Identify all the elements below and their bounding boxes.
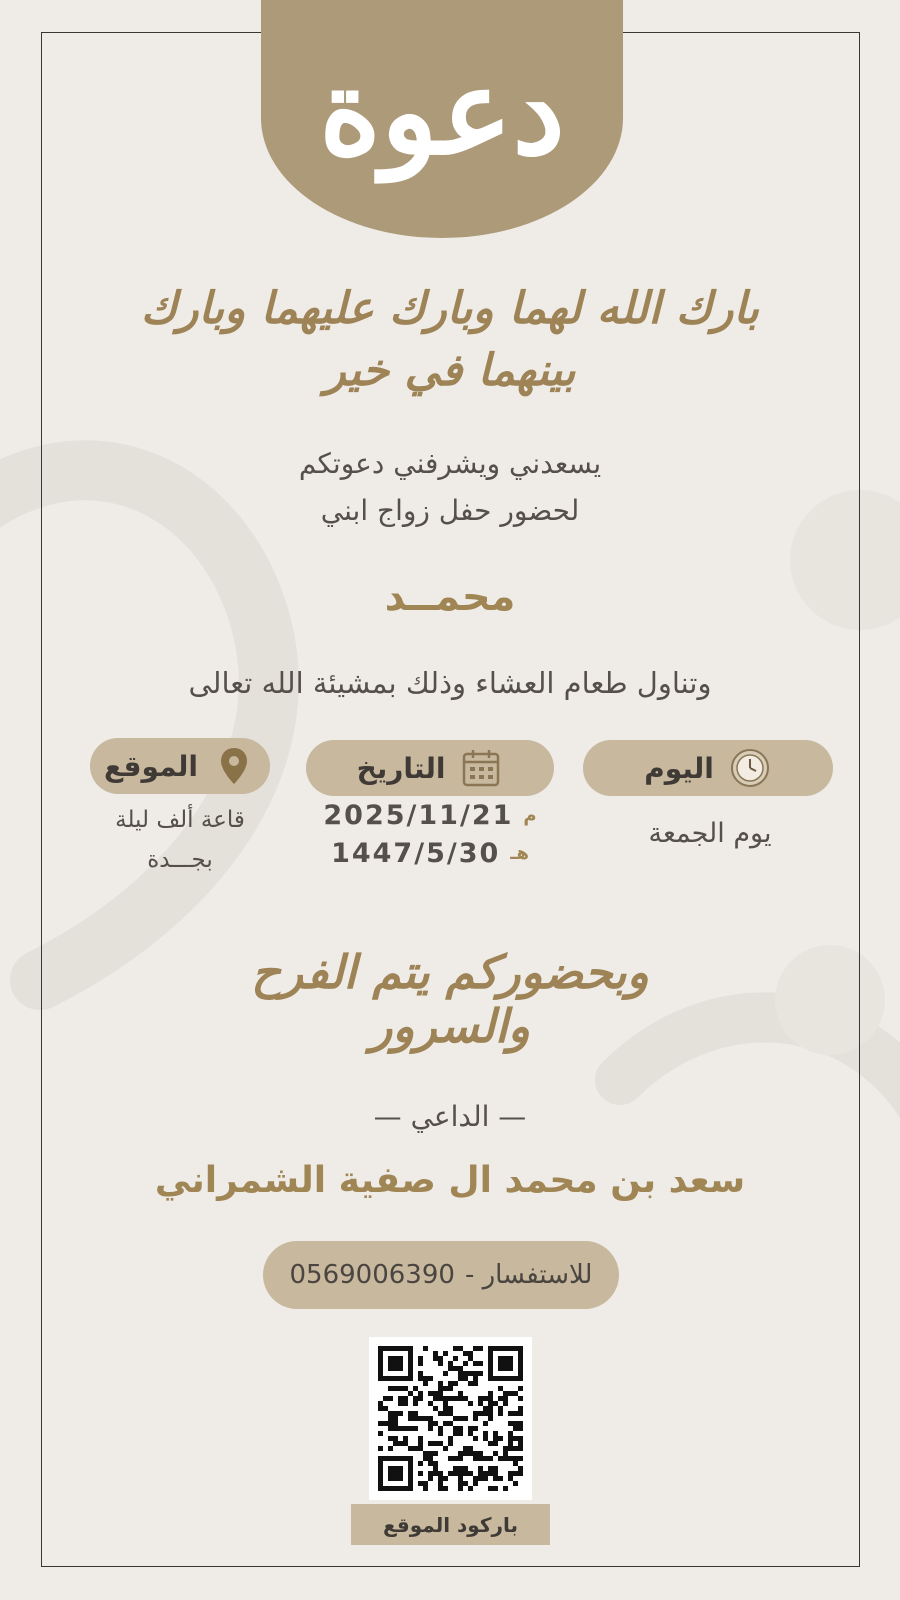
host-name: سعد بن محمد ال صفية الشمراني bbox=[154, 1160, 746, 1201]
hijri-suffix: هـ bbox=[510, 843, 529, 864]
calendar-icon bbox=[459, 746, 503, 790]
location-value bbox=[80, 800, 280, 880]
day-label: اليوم bbox=[644, 751, 714, 785]
gregorian-date: 2025/11/21 bbox=[323, 800, 514, 831]
date-pill bbox=[306, 740, 554, 796]
groom-name: محمــد bbox=[384, 574, 516, 620]
intro-text bbox=[120, 440, 780, 534]
location-label: الموقع bbox=[104, 749, 198, 783]
intro-line-1: يسعدني ويشرفني دعوتكم bbox=[298, 447, 602, 480]
location-pin-icon bbox=[212, 744, 256, 788]
location-qr-code[interactable] bbox=[369, 1337, 532, 1500]
clock-icon bbox=[728, 746, 772, 790]
gregorian-date-row bbox=[310, 800, 550, 831]
day-value: يوم الجمعة bbox=[648, 818, 772, 849]
host-label: — الداعي — bbox=[373, 1100, 527, 1133]
contact-label: للاستفسار - bbox=[464, 1260, 593, 1290]
qr-code-image bbox=[378, 1346, 523, 1491]
day-pill bbox=[583, 740, 833, 796]
gregorian-suffix: م bbox=[523, 805, 537, 826]
header-tab bbox=[261, 0, 623, 238]
contact-phone[interactable]: 0569006390 bbox=[289, 1260, 455, 1290]
hijri-date: 1447/5/30 bbox=[331, 838, 501, 869]
location-pill bbox=[90, 738, 270, 794]
dinner-line: وتناول طعام العشاء وذلك بمشيئة الله تعالى bbox=[188, 666, 712, 700]
intro-line-2: لحضور حفل زواج ابني bbox=[320, 494, 580, 527]
location-line-1: قاعة ألف ليلة bbox=[115, 807, 245, 833]
contact-pill[interactable] bbox=[263, 1241, 619, 1309]
hijri-date-row bbox=[310, 838, 550, 869]
closing-calligraphy: وبحضوركم يتم الفرح والسرور bbox=[251, 945, 649, 1053]
location-line-2: بجـــدة bbox=[147, 847, 213, 873]
date-label: التاريخ bbox=[356, 751, 446, 785]
blessing-calligraphy: بارك الله لهما وبارك عليهما وبارك بينهما في خير bbox=[140, 283, 760, 396]
invitation-title: دعوة bbox=[319, 42, 565, 181]
qr-caption: باركود الموقع bbox=[351, 1504, 550, 1545]
